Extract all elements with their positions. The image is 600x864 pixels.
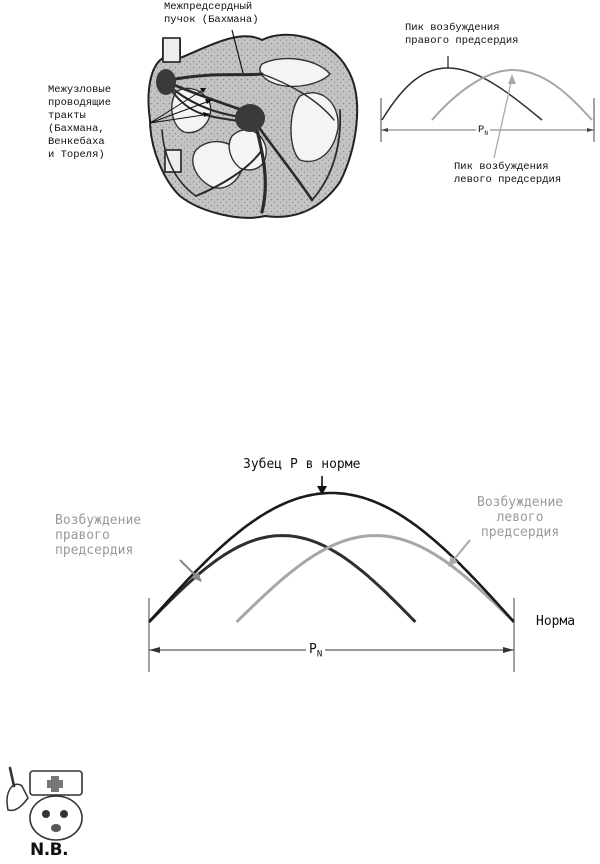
mini-duration-p: P — [478, 124, 485, 136]
left-peak-label: Пик возбуждения левого предсердия — [454, 161, 562, 186]
right-peak-label: Пик возбуждения правого предсердия — [405, 22, 519, 47]
internodal-tracts-label: Межузловые проводящие тракты (Бахмана, Венкебаха и Тореля) — [48, 84, 112, 161]
chart-title: Зубец P в норме — [243, 457, 361, 472]
left-atrium-label: Возбуждение левого предсердия — [477, 495, 564, 540]
mini-duration-sub: N — [484, 130, 488, 138]
bachmann-bundle-label: Межпредсердный пучок (Бахмана) — [164, 1, 259, 26]
norm-label: Норма — [536, 614, 576, 629]
duration-p: P — [309, 642, 317, 657]
duration-sub: N — [316, 649, 323, 660]
nb-label: N.B. — [30, 840, 69, 860]
right-atrium-label: Возбуждение правого предсердия — [55, 513, 142, 558]
